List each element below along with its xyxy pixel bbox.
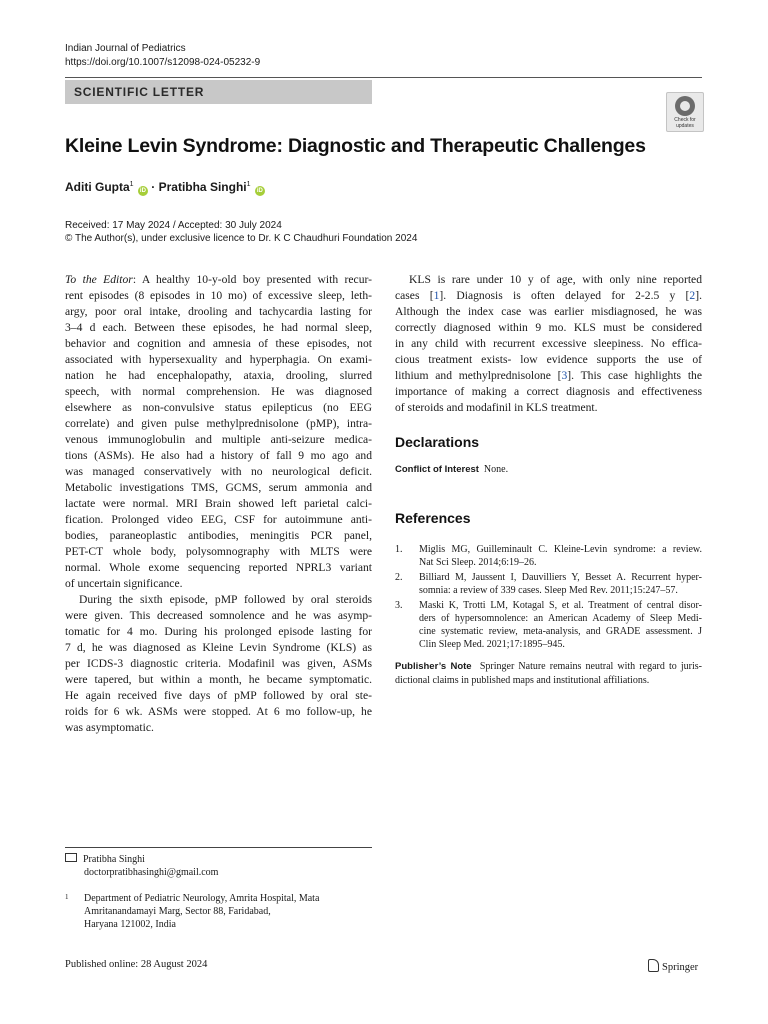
publisher-note: Publisher’s Note Springer Nature remains neutral with regard to juris- dictional claims in published maps and institutional affiliations. bbox=[395, 661, 702, 686]
body-line: per ICDS-3 diagnostic criteria. Modafinil was given, ASMs bbox=[65, 657, 372, 670]
body-line: normal. Whole exome sequencing reported NPRL3 variant bbox=[65, 561, 372, 574]
body-line: correlate) and given pulse methylprednisolone (pMP), intra- bbox=[65, 417, 372, 430]
author-affiliation-marker: 1 bbox=[246, 181, 251, 188]
springer-horse-icon bbox=[648, 959, 659, 972]
crossmark-label: Check for updates bbox=[674, 117, 696, 129]
body-line: cases [1]. Diagnosis is often delayed for 2-2.5 y [2]. bbox=[395, 289, 702, 302]
body-line: 7 d, he was diagnosed as Kleine Levin Syndrome (KLS) as bbox=[65, 641, 372, 654]
body-line: lactate were normal. MRI Brain showed left parietal calci- bbox=[65, 497, 372, 510]
author-separator: · bbox=[147, 180, 159, 194]
salutation: To the Editor bbox=[65, 273, 133, 286]
affiliation-number: 1 bbox=[65, 893, 69, 901]
citation-link[interactable]: 3 bbox=[561, 369, 568, 382]
body-line: elsewhere as non-convulsive status epilepticus (no EEG bbox=[65, 401, 372, 414]
left-column-body bbox=[65, 272, 372, 736]
citation-link[interactable]: 2 bbox=[689, 289, 696, 302]
correspondent-name: Pratibha Singhi bbox=[83, 854, 145, 865]
body-line: was managed conservatively with no neurological deficit. bbox=[65, 465, 372, 478]
article-type-bar bbox=[65, 80, 372, 104]
published-online: Published online: 28 August 2024 bbox=[65, 959, 208, 970]
reference-item: 1. Miglis MG, Guilleminault C. Kleine-Levin syndrome: a review. Nat Sci Sleep. 2014;6:19–26. bbox=[395, 544, 702, 568]
right-column-body bbox=[395, 272, 702, 416]
footnote-rule bbox=[65, 847, 372, 848]
body-line: Although the index case was earlier misdiagnosed, he was bbox=[395, 305, 702, 318]
body-line: speech, with normal comprehension. He was diagnosed bbox=[65, 385, 372, 398]
article-type-label: SCIENTIFIC LETTER bbox=[74, 85, 205, 99]
body-line: roids for 6 wk. ASMs were stopped. At 6 mo follow-up, he bbox=[65, 705, 372, 718]
author-list bbox=[65, 180, 265, 196]
affiliation-line: Department of Pediatric Neurology, Amrita Hospital, Mata bbox=[84, 893, 320, 904]
author-name[interactable]: Pratibha Singhi bbox=[158, 180, 247, 194]
body-line: tions (ASMs). He also had a history of fall 9 mo ago and bbox=[65, 449, 372, 462]
body-line: in any child with recurrent excessive sleepiness. No effica- bbox=[395, 337, 702, 350]
publisher-note-label: Publisher’s Note bbox=[395, 661, 472, 672]
body-line: 3–4 d each. Between these episodes, he had normal sleep, bbox=[65, 321, 372, 334]
body-line: of steroids and modafinil in KLS treatment. bbox=[395, 401, 598, 414]
body-line: He again received five days of pMP followed by oral ste- bbox=[65, 689, 372, 702]
body-line: were tapered, but within a month, he became symptomatic. bbox=[65, 673, 372, 686]
reference-item: 3. Maski K, Trotti LM, Kotagal S, et al. Treatment of central disor- ders of hypersomnolence: an American Academy of Sleep Medi- cine systematic review, meta-analysis, and GRADE assessment. J Clin Sleep Med. 2021;17:1895–945. bbox=[395, 600, 702, 650]
received-accepted-dates: Received: 17 May 2024 / Accepted: 30 July 2024 bbox=[65, 220, 282, 231]
conflict-of-interest bbox=[395, 464, 508, 475]
reference-list bbox=[395, 543, 702, 653]
body-line: bodies, paraneoplastic antibodies, meningitis PCR panel, bbox=[65, 529, 372, 542]
body-line: behavior and cognition and amnesia of these episodes, not bbox=[65, 337, 372, 350]
body-line: fication. Prolonged video EEG, CSF for autoimmune anti- bbox=[65, 513, 372, 526]
body-line: nation he had encephalopathy, ataxia, drooling, slurred bbox=[65, 369, 372, 382]
publisher-logo bbox=[648, 959, 698, 973]
body-line: To the Editor: A healthy 10-y-old boy presented with recur- bbox=[65, 273, 372, 286]
body-line: lithium and methylprednisolone [3]. This case highlights the bbox=[395, 369, 702, 382]
citation-link[interactable]: 1 bbox=[433, 289, 440, 302]
affiliation-line: Haryana 121002, India bbox=[84, 919, 176, 930]
coi-label: Conflict of Interest bbox=[395, 464, 479, 475]
references-heading: References bbox=[395, 510, 471, 526]
body-line: venous immunoglobulin and multiple anti-seizure medica- bbox=[65, 433, 372, 446]
reference-item: 2. Billiard M, Jaussent I, Dauvilliers Y, Besset A. Recurrent hyper- somnia: a review of 339 cases. Sleep Med Rev. 2011;15:247–57. bbox=[395, 572, 702, 596]
body-line: of uncertain significance. bbox=[65, 577, 183, 590]
coi-text: None. bbox=[483, 464, 509, 475]
envelope-icon bbox=[65, 853, 77, 862]
body-line: tomatic for 4 mo. During his prolonged episode lasting for bbox=[65, 625, 372, 638]
body-line: PET-CT whole body, polysomnography with MLTS were bbox=[65, 545, 372, 558]
body-line: During the sixth episode, pMP followed by oral steroids bbox=[79, 593, 372, 606]
body-line: cious treatment exists- low evidence supports the use of bbox=[395, 353, 702, 366]
body-line: were given. This decreased somnolence and he was asymp- bbox=[65, 609, 372, 622]
author-affiliation-marker: 1 bbox=[129, 181, 134, 188]
article-title: Kleine Levin Syndrome: Diagnostic and Therapeutic Challenges bbox=[65, 135, 646, 157]
license-line: © The Author(s), under exclusive licence to Dr. K C Chaudhuri Foundation 2024 bbox=[65, 233, 418, 244]
correspondence-block bbox=[65, 853, 145, 866]
journal-name: Indian Journal of Pediatrics bbox=[65, 43, 186, 54]
body-line: Metabolic investigations TMS, GCMS, serum ammonia and bbox=[65, 481, 372, 494]
body-line: KLS is rare under 10 y of age, with only nine reported bbox=[409, 273, 702, 286]
body-line: argy, poor oral intake, drooling and tachycardia lasting for bbox=[65, 305, 372, 318]
publisher-name: Springer bbox=[662, 962, 699, 973]
correspondent-email[interactable]: doctorpratibhasinghi@gmail.com bbox=[84, 867, 219, 878]
author-name[interactable]: Aditi Gupta bbox=[65, 180, 130, 194]
header-rule bbox=[65, 77, 702, 78]
orcid-icon[interactable]: iD bbox=[256, 188, 263, 194]
body-line: was asymptomatic. bbox=[65, 721, 154, 734]
affiliation-line: Amritanandamayi Marg, Sector 88, Faridabad, bbox=[84, 906, 271, 917]
body-line: rent episodes (8 episodes in 10 mo) of excessive sleep, leth- bbox=[65, 289, 372, 302]
body-line: associated with hypersexuality and hyperphagia. On exami- bbox=[65, 353, 372, 366]
doi-link[interactable]: https://doi.org/10.1007/s12098-024-05232-9 bbox=[65, 57, 261, 68]
orcid-icon[interactable]: iD bbox=[139, 188, 146, 194]
crossmark-badge[interactable] bbox=[666, 92, 704, 132]
body-line: importance of making a correct diagnosis and effectiveness bbox=[395, 385, 702, 398]
body-line: correctly diagnosed within 9 mo. KLS must be considered bbox=[395, 321, 702, 334]
declarations-heading: Declarations bbox=[395, 434, 480, 450]
crossmark-icon bbox=[675, 96, 695, 116]
